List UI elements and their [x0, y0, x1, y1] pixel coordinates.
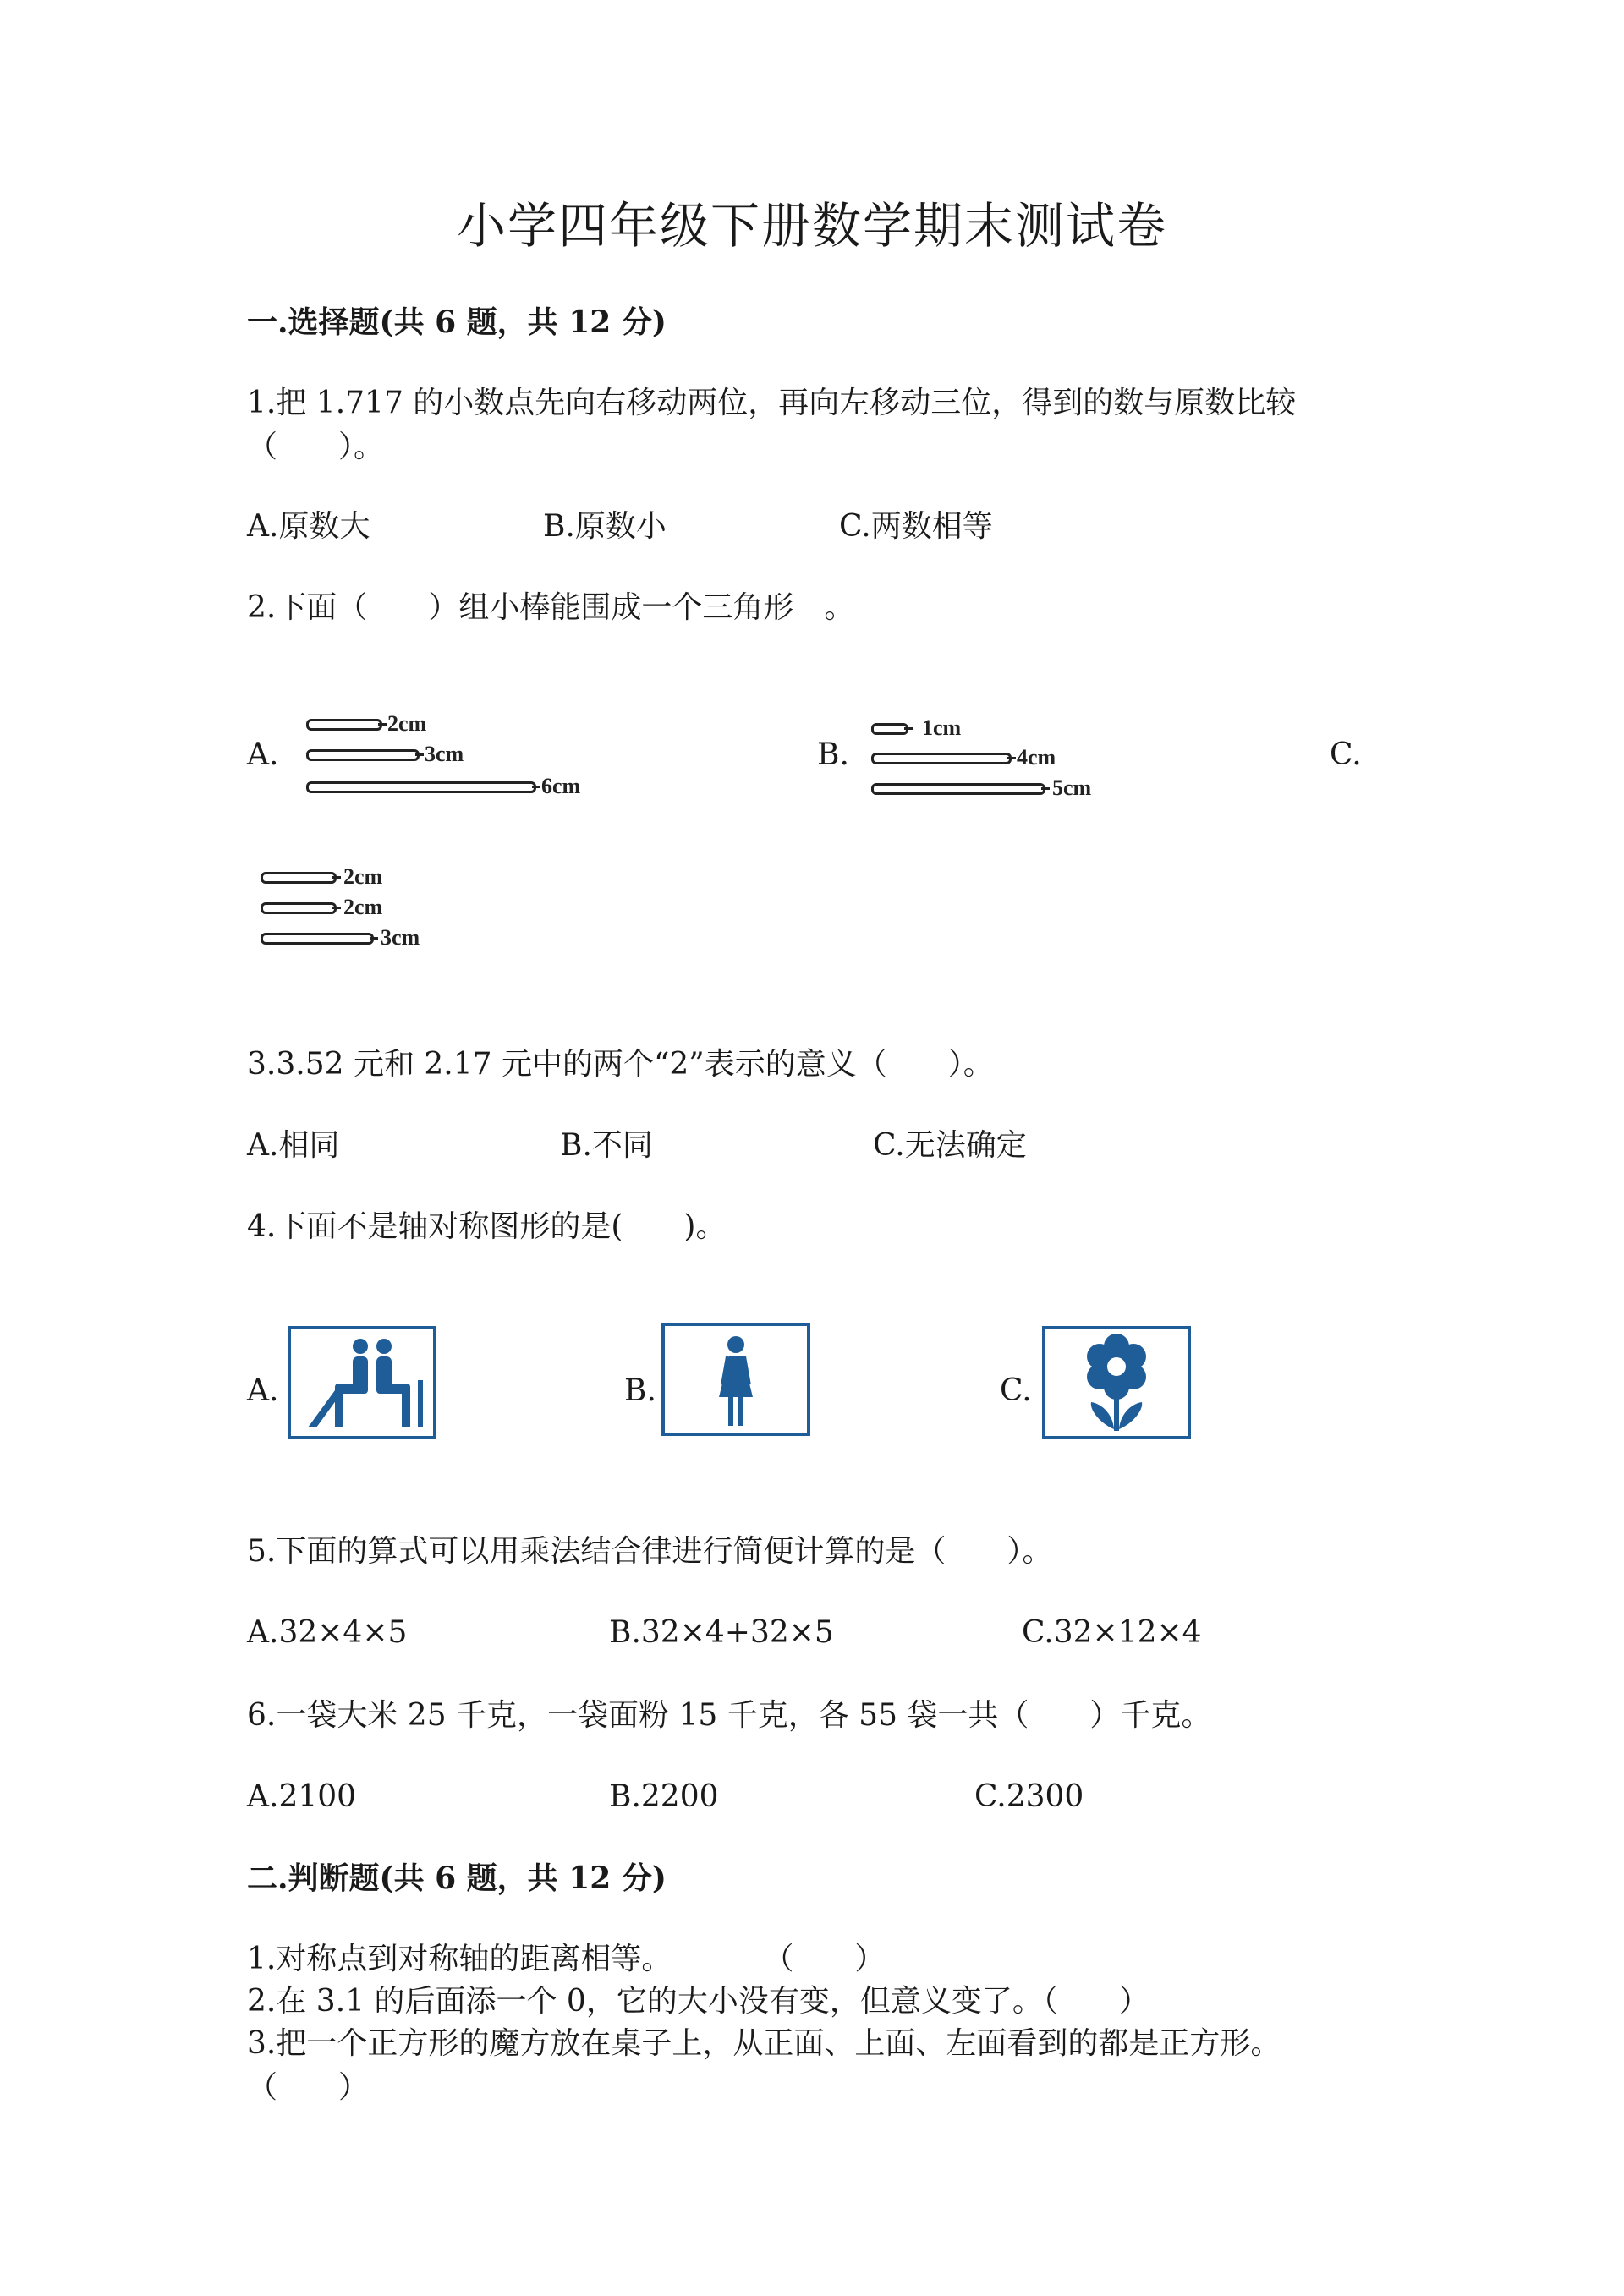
stick-label: 3cm	[381, 925, 420, 950]
stick	[871, 723, 908, 735]
question-1-blank: （ ）。	[247, 430, 385, 464]
sign-woman	[661, 1323, 810, 1436]
stick-label: 4cm	[1017, 745, 1056, 770]
stick-label: 6cm	[541, 774, 581, 798]
question-1-option-c[interactable]: C.两数相等	[839, 509, 993, 544]
question-3-option-c[interactable]: C.无法确定	[873, 1128, 1027, 1163]
question-1-text: 1.把 1.717 的小数点先向右移动两位，再向左移动三位，得到的数与原数比较	[247, 386, 1297, 420]
sign-seated-people	[288, 1326, 436, 1439]
stick	[306, 749, 420, 761]
stick-label: 2cm	[387, 711, 427, 736]
stick-label: 2cm	[343, 895, 383, 919]
question-5-option-b[interactable]: B.32×4+32×5	[609, 1615, 834, 1650]
stick	[261, 933, 374, 945]
section-heading-judgment: 二.判断题(共 6 题，共 12 分)	[247, 1860, 667, 1896]
stick-label: 2cm	[343, 864, 383, 889]
question-2-option-b[interactable]: B.	[817, 737, 849, 772]
stick	[871, 783, 1045, 795]
stick	[306, 781, 536, 793]
judgment-item-2: 2.在 3.1 的后面添一个 0，它的大小没有变，但意义变了。（ ）	[247, 1984, 1149, 2019]
question-4-option-b[interactable]: B.	[624, 1373, 656, 1408]
question-6-option-a[interactable]: A.2100	[247, 1779, 357, 1814]
question-4-option-a[interactable]: A.	[247, 1373, 279, 1408]
judgment-item-3-blank: （ ）	[247, 2070, 370, 2105]
question-5-option-c[interactable]: C.32×12×4	[1022, 1615, 1202, 1650]
question-5-text: 5.下面的算式可以用乘法结合律进行简便计算的是（ ）。	[247, 1534, 1053, 1569]
stick	[306, 719, 382, 731]
stick	[261, 902, 337, 914]
section-heading-choice: 一.选择题(共 6 题，共 12 分)	[247, 304, 667, 340]
page-title: 小学四年级下册数学期末测试卷	[456, 197, 1167, 255]
sign-flower	[1042, 1326, 1191, 1439]
question-2-option-c[interactable]: C.	[1330, 737, 1362, 772]
question-6-text: 6.一袋大米 25 千克，一袋面粉 15 千克，各 55 袋一共（ ）千克。	[247, 1698, 1212, 1733]
question-4-option-c[interactable]: C.	[1000, 1373, 1032, 1408]
question-3-option-b[interactable]: B.不同	[560, 1128, 653, 1163]
question-2-text: 2.下面（ ）组小棒能围成一个三角形 。	[247, 590, 855, 625]
woman-icon	[665, 1326, 807, 1433]
question-3-text: 3.3.52 元和 2.17 元中的两个“2”表示的意义（ ）。	[247, 1047, 994, 1082]
stick-label: 1cm	[922, 715, 962, 740]
question-6-option-b[interactable]: B.2200	[609, 1779, 719, 1814]
question-1-option-a[interactable]: A.原数大	[247, 509, 370, 544]
stick-label: 3cm	[425, 742, 464, 766]
question-2-option-a[interactable]: A.	[247, 737, 279, 772]
question-5-option-a[interactable]: A.32×4×5	[247, 1615, 408, 1650]
stick	[261, 872, 337, 884]
flower-icon	[1045, 1329, 1188, 1436]
question-6-option-c[interactable]: C.2300	[974, 1779, 1084, 1814]
stick	[871, 753, 1012, 764]
question-4-text: 4.下面不是轴对称图形的是( )。	[247, 1209, 727, 1244]
seated-people-icon	[291, 1329, 433, 1436]
judgment-item-3: 3.把一个正方形的魔方放在桌子上，从正面、上面、左面看到的都是正方形。	[247, 2026, 1281, 2061]
question-3-option-a[interactable]: A.相同	[247, 1128, 340, 1163]
question-1-option-b[interactable]: B.原数小	[543, 509, 667, 544]
judgment-item-1: 1.对称点到对称轴的距离相等。 （ ）	[247, 1942, 886, 1976]
stick-label: 5cm	[1052, 775, 1092, 800]
